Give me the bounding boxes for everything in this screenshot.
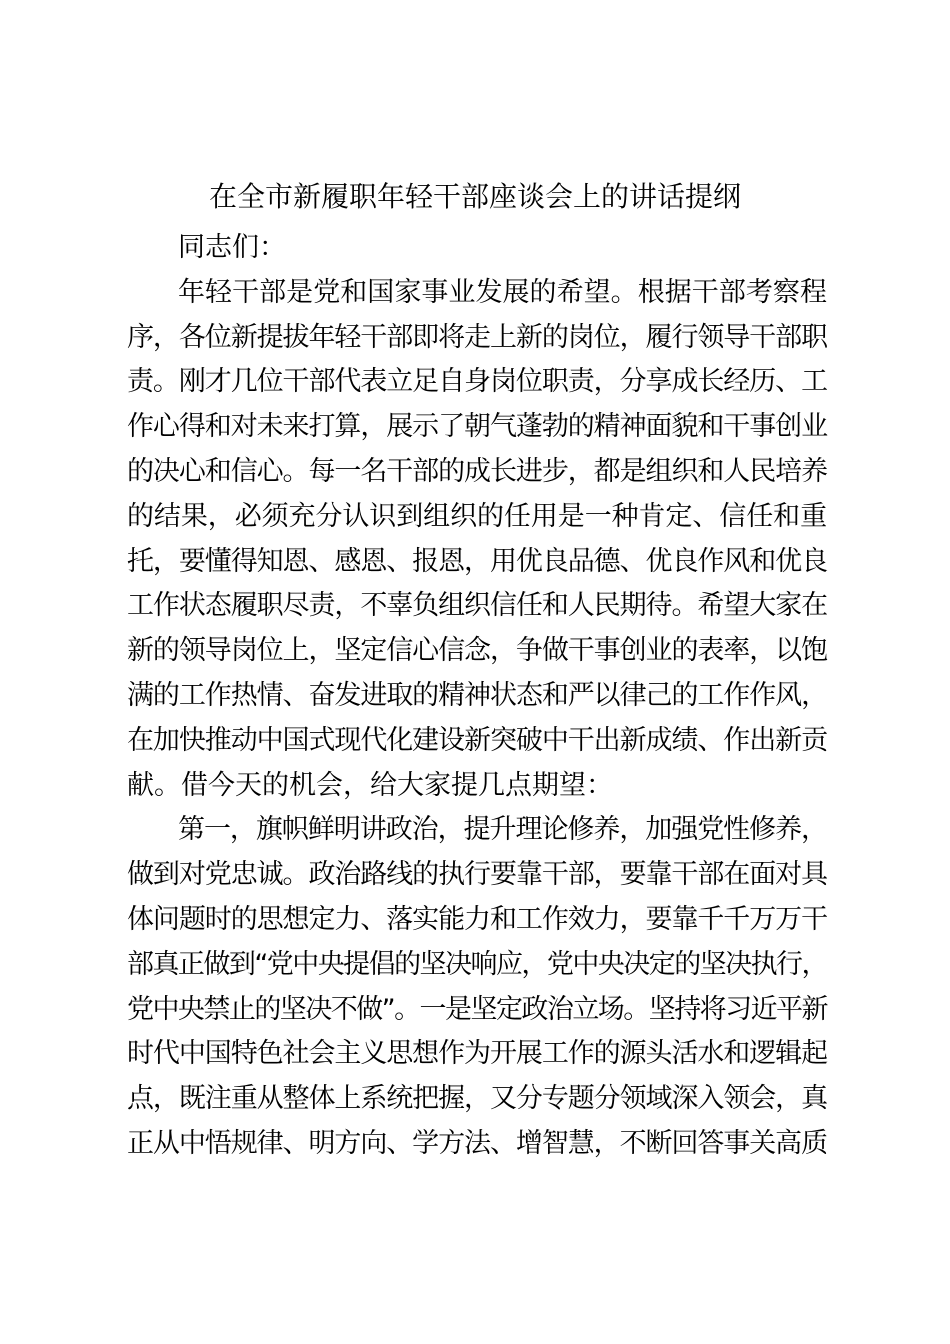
body-line: 第一，旗帜鲜明讲政治，提升理论修养，加强党性修养， bbox=[178, 814, 827, 846]
body-line: 部真正做到“党中央提倡的坚决响应，党中央决定的坚决执行， bbox=[127, 948, 827, 980]
body-line: 年轻干部是党和国家事业发展的希望。根据干部考察程 bbox=[178, 276, 827, 308]
body-line: 作心得和对未来打算，展示了朝气蓬勃的精神面貌和干事创业 bbox=[127, 411, 827, 443]
body-line: 点，既注重从整体上系统把握，又分专题分领域深入领会，真 bbox=[127, 1083, 827, 1115]
body-line: 体问题时的思想定力、落实能力和工作效力，要靠千千万万干 bbox=[127, 903, 827, 935]
body-line: 新的领导岗位上，坚定信心信念，争做干事创业的表率，以饱 bbox=[127, 635, 827, 667]
body-line: 的决心和信心。每一名干部的成长进步，都是组织和人民培养 bbox=[127, 455, 827, 487]
body-line: 的结果，必须充分认识到组织的任用是一种肯定、信任和重 bbox=[127, 500, 827, 532]
document-title: 在全市新履职年轻干部座谈会上的讲话提纲 bbox=[208, 180, 741, 213]
body-line: 时代中国特色社会主义思想作为开展工作的源头活水和逻辑起 bbox=[127, 1038, 827, 1070]
body-line: 托，要懂得知恩、感恩、报恩，用优良品德、优良作风和优良 bbox=[127, 545, 827, 577]
body-line: 责。刚才几位干部代表立足自身岗位职责，分享成长经历、工 bbox=[127, 366, 827, 398]
body-line: 党中央禁止的坚决不做”。一是坚定政治立场。坚持将习近平新 bbox=[127, 993, 827, 1025]
body-line: 工作状态履职尽责，不辜负组织信任和人民期待。希望大家在 bbox=[127, 590, 827, 622]
body-line: 做到对党忠诚。政治路线的执行要靠干部，要靠干部在面对具 bbox=[127, 859, 827, 891]
document-body bbox=[127, 226, 827, 1167]
body-line: 同志们： bbox=[178, 232, 286, 263]
body-line: 正从中悟规律、明方向、学方法、增智慧，不断回答事关高质 bbox=[127, 1127, 827, 1159]
body-line: 序，各位新提拔年轻干部即将走上新的岗位，履行领导干部职 bbox=[127, 321, 827, 353]
body-line: 献。借今天的机会，给大家提几点期望： bbox=[127, 769, 613, 801]
body-line: 满的工作热情、奋发进取的精神状态和严以律己的工作作风， bbox=[127, 679, 827, 711]
body-line: 在加快推动中国式现代化建设新突破中干出新成绩、作出新贡 bbox=[127, 724, 827, 756]
